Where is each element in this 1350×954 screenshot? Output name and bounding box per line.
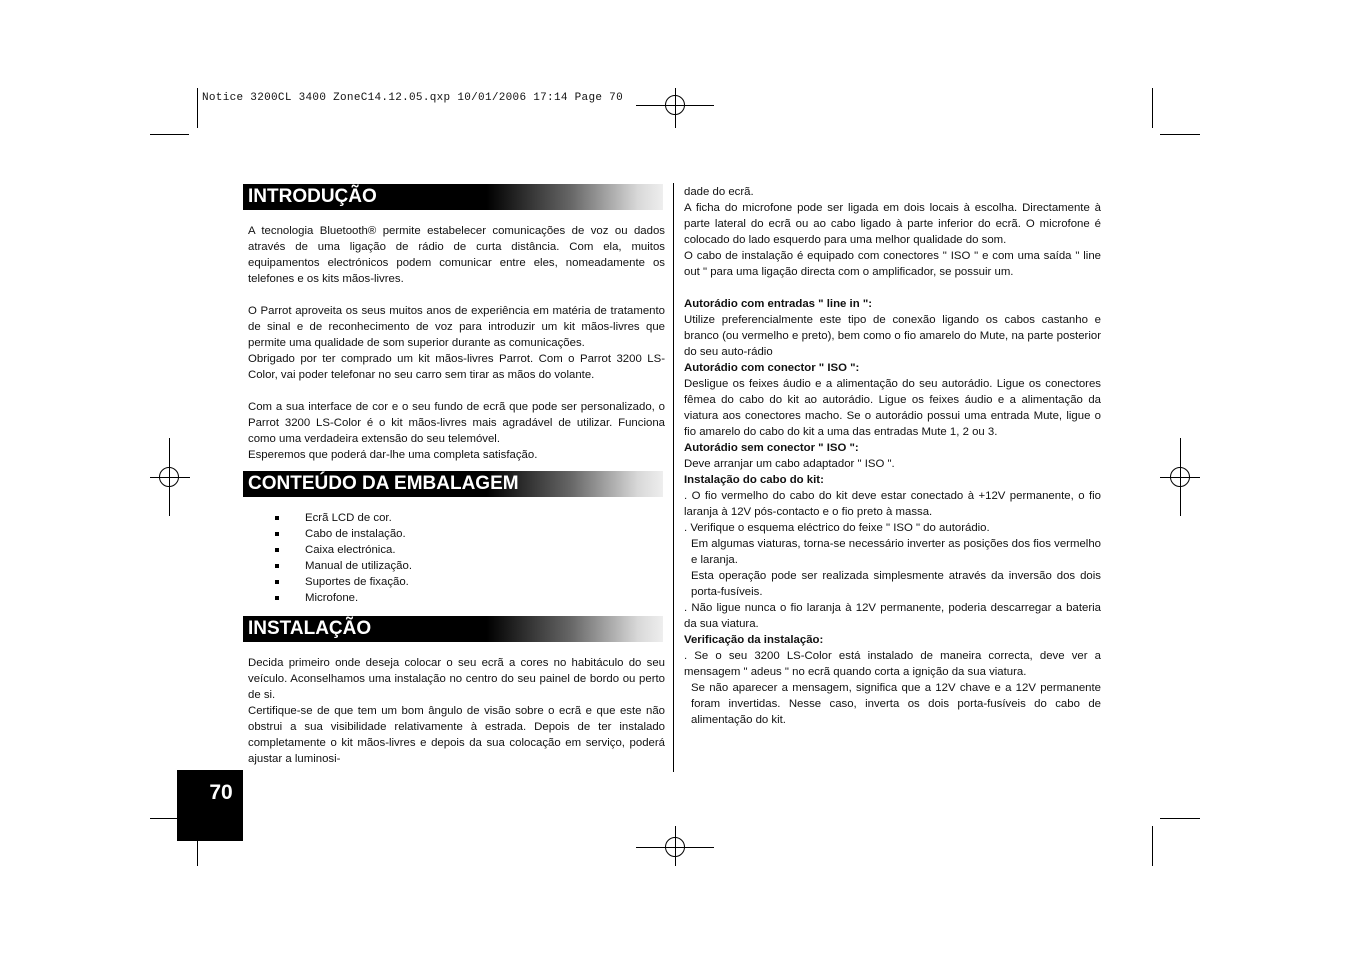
column-divider bbox=[673, 183, 674, 772]
crop-mark-tl-h bbox=[150, 134, 189, 135]
intro-paragraph-4: Com a sua interface de cor e o seu fundo de ecrã que pode ser personalizado, o Parrot 3200 LS-Color é o kit mãos-livres mais agradável de utilizar. Funciona como uma verdadeira extensão do seu telemóvel. bbox=[248, 401, 665, 445]
subheading-verification: Verificação da instalação: bbox=[684, 634, 824, 646]
crop-mark-br-h bbox=[1160, 818, 1200, 819]
subheading-iso: Autorádio com conector " ISO ": bbox=[684, 362, 860, 374]
right-column-text bbox=[684, 184, 1101, 728]
right-paragraph-2: A ficha do microfone pode ser ligada em dois locais à escolha. Directamente à parte lateral do ecrã ou ao cabo ligado à parte inferior do ecrã. O microfone é colocado do lado esquerdo para uma melhor qualidade do som. bbox=[684, 202, 1101, 246]
intro-paragraph-2: O Parrot aproveita os seus muitos anos de experiência em matéria de tratamento de sinal e de reconhecimento de voz para introduzir um kit mãos-livres que permite uma qualidade de som superior durante as comunicações. bbox=[248, 305, 665, 349]
crop-mark-tr-h bbox=[1160, 134, 1200, 135]
reg-top-circle bbox=[665, 95, 685, 115]
install-text bbox=[248, 655, 665, 767]
install-paragraph-2: Certifique-se de que tem um bom ângulo de visão sobre o ecrã e que este não obstrui a sua visibilidade relativamente à estrada. Depois de ter instalado completamente o kit mãos-livres e depois da sua colocação em serviço, poderá ajustar a luminosi- bbox=[248, 705, 665, 765]
intro-paragraph-5: Esperemos que poderá dar-lhe uma completa satisfação. bbox=[248, 449, 538, 461]
list-item: Ecrã LCD de cor. bbox=[272, 510, 412, 526]
text-cable-4: Esta operação pode ser realizada simplesmente através da inversão dos dois porta-fusíveis. bbox=[691, 570, 1101, 598]
text-line-in: Utilize preferencialmente este tipo de conexão ligando os cabos castanho e branco (ou vermelho e preto), bem como o fio amarelo do Mute, na parte posterior do seu auto-rádio bbox=[684, 314, 1101, 358]
crop-mark-br-v bbox=[1152, 826, 1153, 866]
package-contents-list bbox=[272, 510, 412, 606]
crop-mark-tr-v bbox=[1152, 88, 1153, 128]
list-item: Microfone. bbox=[272, 590, 412, 606]
text-cable-1: . O fio vermelho do cabo do kit deve estar conectado à +12V permanente, o fio laranja à 12V pós-contacto e o fio preto à massa. bbox=[684, 490, 1101, 518]
install-paragraph-1: Decida primeiro onde deseja colocar o seu ecrã a cores no habitáculo do seu veículo. Aconselhamos uma instalação no centro do seu painel de bordo ou perto de si. bbox=[248, 657, 665, 701]
heading-introducao: INTRODUÇÃO bbox=[243, 184, 663, 210]
reg-bottom-circle bbox=[665, 837, 685, 857]
text-no-iso: Deve arranjar um cabo adaptador " ISO ". bbox=[684, 458, 895, 470]
crop-mark-tl-v bbox=[197, 88, 198, 128]
intro-paragraph-1: A tecnologia Bluetooth® permite estabelecer comunicações de voz ou dados através de uma ligação de rádio de curta distância. Com ela, muitos equipamentos electrónicos podem comunicar entre eles, nomeadamente os telefones e os kits mãos-livres. bbox=[248, 225, 665, 285]
text-cable-3: Em algumas viaturas, torna-se necessário inverter as posições dos fios vermelho e laranja. bbox=[691, 538, 1101, 566]
list-item: Cabo de instalação. bbox=[272, 526, 412, 542]
reg-left-circle bbox=[159, 467, 179, 487]
list-item: Manual de utilização. bbox=[272, 558, 412, 574]
heading-instalacao: INSTALAÇÃO bbox=[243, 616, 663, 642]
right-paragraph-1: dade do ecrã. bbox=[684, 186, 754, 198]
subheading-cable: Instalação do cabo do kit: bbox=[684, 474, 824, 486]
subheading-no-iso: Autorádio sem conector " ISO ": bbox=[684, 442, 859, 454]
subheading-line-in: Autorádio com entradas " line in ": bbox=[684, 298, 873, 310]
text-iso: Desligue os feixes áudio e a alimentação do seu autorádio. Ligue os conectores fêmea do cabo do kit ao autorádio. Ligue os feixes áudio e a alimentação da viatura aos conectores macho. Se o autorádio possui uma entrada Mute, ligue o fio amarelo do cabo do kit a uma das entradas Mute 1, 2 ou 3. bbox=[684, 378, 1101, 438]
intro-paragraph-3: Obrigado por ter comprado um kit mãos-livres Parrot. Com o Parrot 3200 LS-Color, vai poder telefonar no seu carro sem tirar as mãos do volante. bbox=[248, 353, 665, 381]
reg-right-circle bbox=[1170, 467, 1190, 487]
intro-text bbox=[248, 223, 665, 463]
print-slug: Notice 3200CL 3400 ZoneC14.12.05.qxp 10/01/2006 17:14 Page 70 bbox=[202, 92, 623, 104]
text-cable-2: . Verifique o esquema eléctrico do feixe " ISO " do autorádio. bbox=[684, 522, 990, 534]
page-number: 70 bbox=[177, 770, 243, 841]
text-verification-1: . Se o seu 3200 LS-Color está instalado de maneira correcta, deve ver a mensagem " adeus " no ecrã quando corta a ignição da sua viatura. bbox=[684, 650, 1101, 678]
heading-conteudo: CONTEÚDO DA EMBALAGEM bbox=[243, 471, 663, 497]
text-cable-5: . Não ligue nunca o fio laranja à 12V permanente, poderia descarregar a bateria da sua viatura. bbox=[684, 602, 1101, 630]
text-verification-2: Se não aparecer a mensagem, significa que a 12V chave e a 12V permanente foram invertidas. Nesse caso, inverta os dois porta-fusíveis do cabo de alimentação do kit. bbox=[691, 682, 1101, 726]
list-item: Suportes de fixação. bbox=[272, 574, 412, 590]
list-item: Caixa electrónica. bbox=[272, 542, 412, 558]
right-paragraph-3: O cabo de instalação é equipado com conectores " ISO " e com uma saída " line out " para uma ligação directa com o amplificador, se possuir um. bbox=[684, 250, 1101, 278]
